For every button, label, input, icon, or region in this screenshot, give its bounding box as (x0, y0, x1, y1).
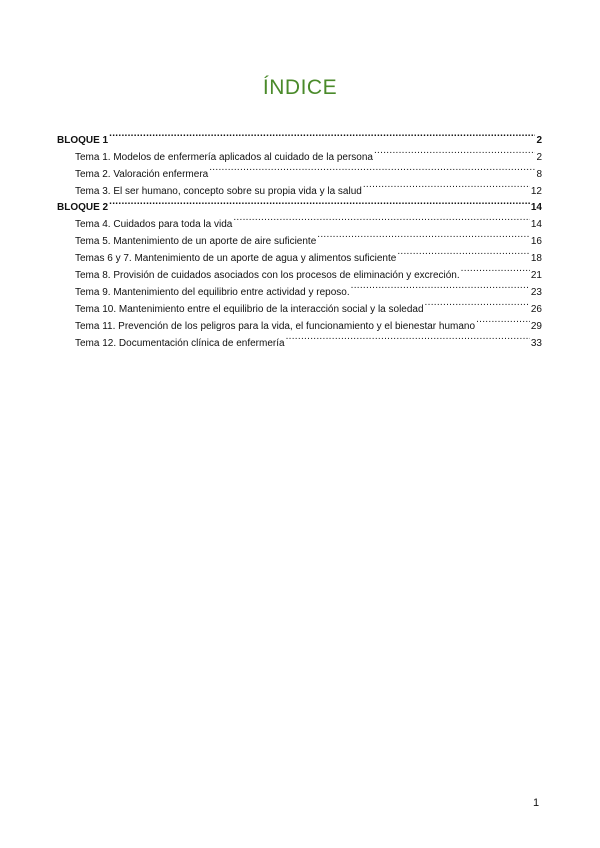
dot-leader (286, 329, 530, 346)
toc-entry-tema-1[interactable] (57, 143, 542, 163)
dot-leader (233, 210, 530, 227)
toc-entry-label: Temas 6 y 7. Mantenimiento de un aporte de agua y alimentos suficiente (75, 253, 397, 265)
toc-entry-page: 16 (530, 236, 542, 248)
table-of-contents (57, 126, 542, 349)
toc-entry-page: 18 (530, 253, 542, 265)
toc-entry-label: Tema 4. Cuidados para toda la vida (75, 219, 233, 231)
toc-entry-page: 23 (530, 286, 542, 298)
toc-entry-label: BLOQUE 2 (57, 202, 109, 214)
toc-entry-page: 29 (530, 320, 542, 332)
toc-entry-label: BLOQUE 1 (57, 134, 109, 146)
dot-leader (476, 312, 530, 329)
page-number: 1 (533, 797, 540, 809)
toc-entry-label: Tema 3. El ser humano, concepto sobre su propia vida y la salud (75, 185, 362, 197)
dot-leader (425, 295, 530, 312)
toc-entry-page: 8 (536, 168, 542, 180)
dot-leader (209, 160, 535, 177)
toc-entry-page: 33 (530, 337, 542, 349)
dot-leader (374, 143, 535, 160)
dot-leader (317, 227, 530, 244)
toc-entry-page: 26 (530, 303, 542, 315)
dot-leader (461, 261, 530, 278)
toc-entry-tema-4[interactable] (57, 210, 542, 231)
dot-leader (363, 177, 530, 194)
toc-entry-label: Tema 11. Prevención de los peligros para la vida, el funcionamiento y el bienestar humano (75, 320, 476, 332)
toc-entry-page: 14 (530, 202, 542, 214)
toc-entry-bloque-1[interactable] (57, 126, 542, 146)
dot-leader (351, 278, 530, 295)
dot-leader (109, 126, 535, 143)
dot-leader (397, 244, 530, 261)
toc-entry-label: Tema 2. Valoración enfermera (75, 168, 209, 180)
toc-entry-bloque-2[interactable] (57, 194, 542, 214)
toc-entry-label: Tema 9. Mantenimiento del equilibrio entre actividad y reposo. (75, 286, 350, 298)
toc-entry-label: Tema 8. Provisión de cuidados asociados con los procesos de eliminación y excreción. (75, 270, 460, 282)
toc-entry-page: 14 (530, 219, 542, 231)
toc-entry-page: 2 (536, 134, 542, 146)
toc-entry-page: 2 (536, 151, 542, 163)
toc-entry-label: Tema 12. Documentación clínica de enfermería (75, 337, 285, 349)
toc-entry-label: Tema 10. Mantenimiento entre el equilibrio de la interacción social y la soledad (75, 303, 424, 315)
toc-entry-label: Tema 1. Modelos de enfermería aplicados al cuidado de la persona (75, 151, 373, 163)
page-title: ÍNDICE (262, 76, 338, 99)
toc-entry-page: 12 (530, 185, 542, 197)
toc-entry-label: Tema 5. Mantenimiento de un aporte de aire suficiente (75, 236, 317, 248)
toc-entry-page: 21 (530, 270, 542, 282)
dot-leader (109, 194, 530, 211)
